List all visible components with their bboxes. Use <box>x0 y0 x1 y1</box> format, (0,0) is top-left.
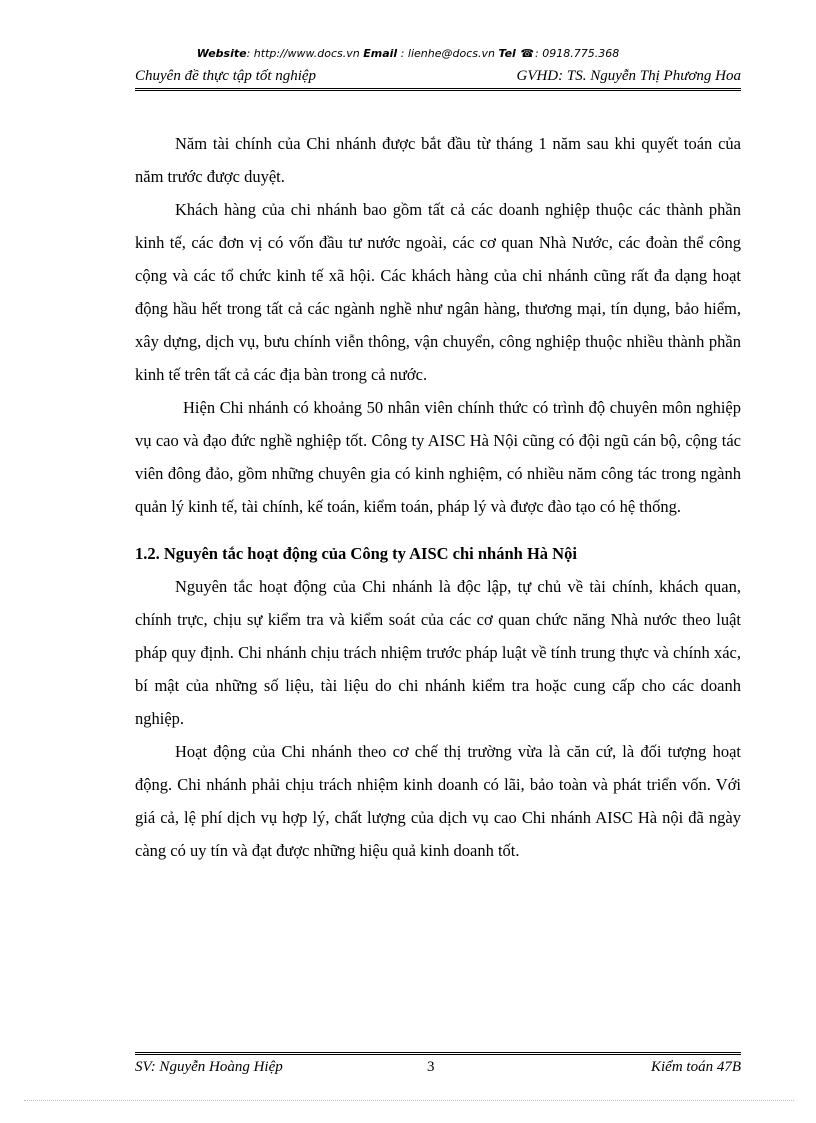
paragraph: Nguyên tắc hoạt động của Chi nhánh là độc lập, tự chủ về tài chính, khách quan, chính trực, chịu sự kiểm tra và kiểm soát của các cơ quan chức năng Nhà nước theo luật pháp quy định. Chi nhánh chịu trách nhiệm trước pháp luật về tính trung thực và chính xác, bí mật của những số liệu, tài liệu do chi nhánh kiểm tra hoặc cung cấp cho các doanh nghiệp. <box>135 577 741 728</box>
email-value: : lienhe@docs.vn <box>397 47 499 60</box>
paragraph: Hoạt động của Chi nhánh theo cơ chế thị trường vừa là căn cứ, là đối tượng hoạt động. Chi nhánh phải chịu trách nhiệm kinh doanh có lãi, bảo toàn và phát triển vốn. Với giá cả, lệ phí dịch vụ hợp lý, chất lượng của dịch vụ cao Chi nhánh AISC Hà nội đã ngày càng có uy tín và đạt được những hiệu quả kinh doanh tốt. <box>135 742 741 860</box>
student-name: SV: Nguyễn Hoàng Hiệp <box>135 1059 283 1075</box>
running-header <box>135 66 741 91</box>
paragraph: Năm tài chính của Chi nhánh được bắt đầu từ tháng 1 năm sau khi quyết toán của năm trước được duyệt. <box>135 134 741 186</box>
paragraph: Khách hàng của chi nhánh bao gồm tất cả các doanh nghiệp thuộc các thành phần kinh tế, các đơn vị có vốn đầu tư nước ngoài, các cơ quan Nhà Nước, các đoàn thể công cộng và các tổ chức kinh tế xã hội. Các khách hàng của chi nhánh cũng rất đa dạng hoạt động hầu hết trong tất cả các ngành nghề như ngân hàng, thương mại, tín dụng, bảo hiểm, xây dựng, dịch vụ, bưu chính viễn thông, vận chuyển, công nghiệp thuộc nhiều thành phần kinh tế trên tất cả các địa bàn trong cả nước. <box>135 200 741 384</box>
website-value: : http://www.docs.vn <box>246 47 364 60</box>
section-heading: 1.2. Nguyên tắc hoạt động của Công ty AISC chi nhánh Hà Nội <box>135 544 577 563</box>
running-footer <box>135 1052 741 1079</box>
tel-value: : 0918.775.368 <box>535 47 620 60</box>
website-header-line <box>0 47 816 60</box>
phone-icon: ☎ <box>520 47 535 60</box>
class-name: Kiểm toán 47B <box>651 1059 741 1075</box>
document-title: Chuyên đề thực tập tốt nghiệp <box>135 68 317 84</box>
page-number: 3 <box>427 1059 435 1075</box>
page-content <box>135 127 741 867</box>
supervisor: GVHD: TS. Nguyễn Thị Phương Hoa <box>516 68 741 84</box>
website-label: Website <box>196 47 247 60</box>
tel-label: Tel <box>498 47 516 60</box>
paragraph: Hiện Chi nhánh có khoảng 50 nhân viên chính thức có trình độ chuyên môn nghiệp vụ cao và đạo đức nghề nghiệp tốt. Công ty AISC Hà Nội cũng có đội ngũ cán bộ, cộng tác viên đông đảo, gồm những chuyên gia có kinh nghiệm, có nhiều năm công tác trong ngành quản lý kinh tế, tài chính, kế toán, kiểm toán, pháp lý và được đào tạo có hệ thống. <box>135 398 741 516</box>
page-edge-divider <box>24 1100 794 1101</box>
email-label: Email <box>363 47 398 60</box>
